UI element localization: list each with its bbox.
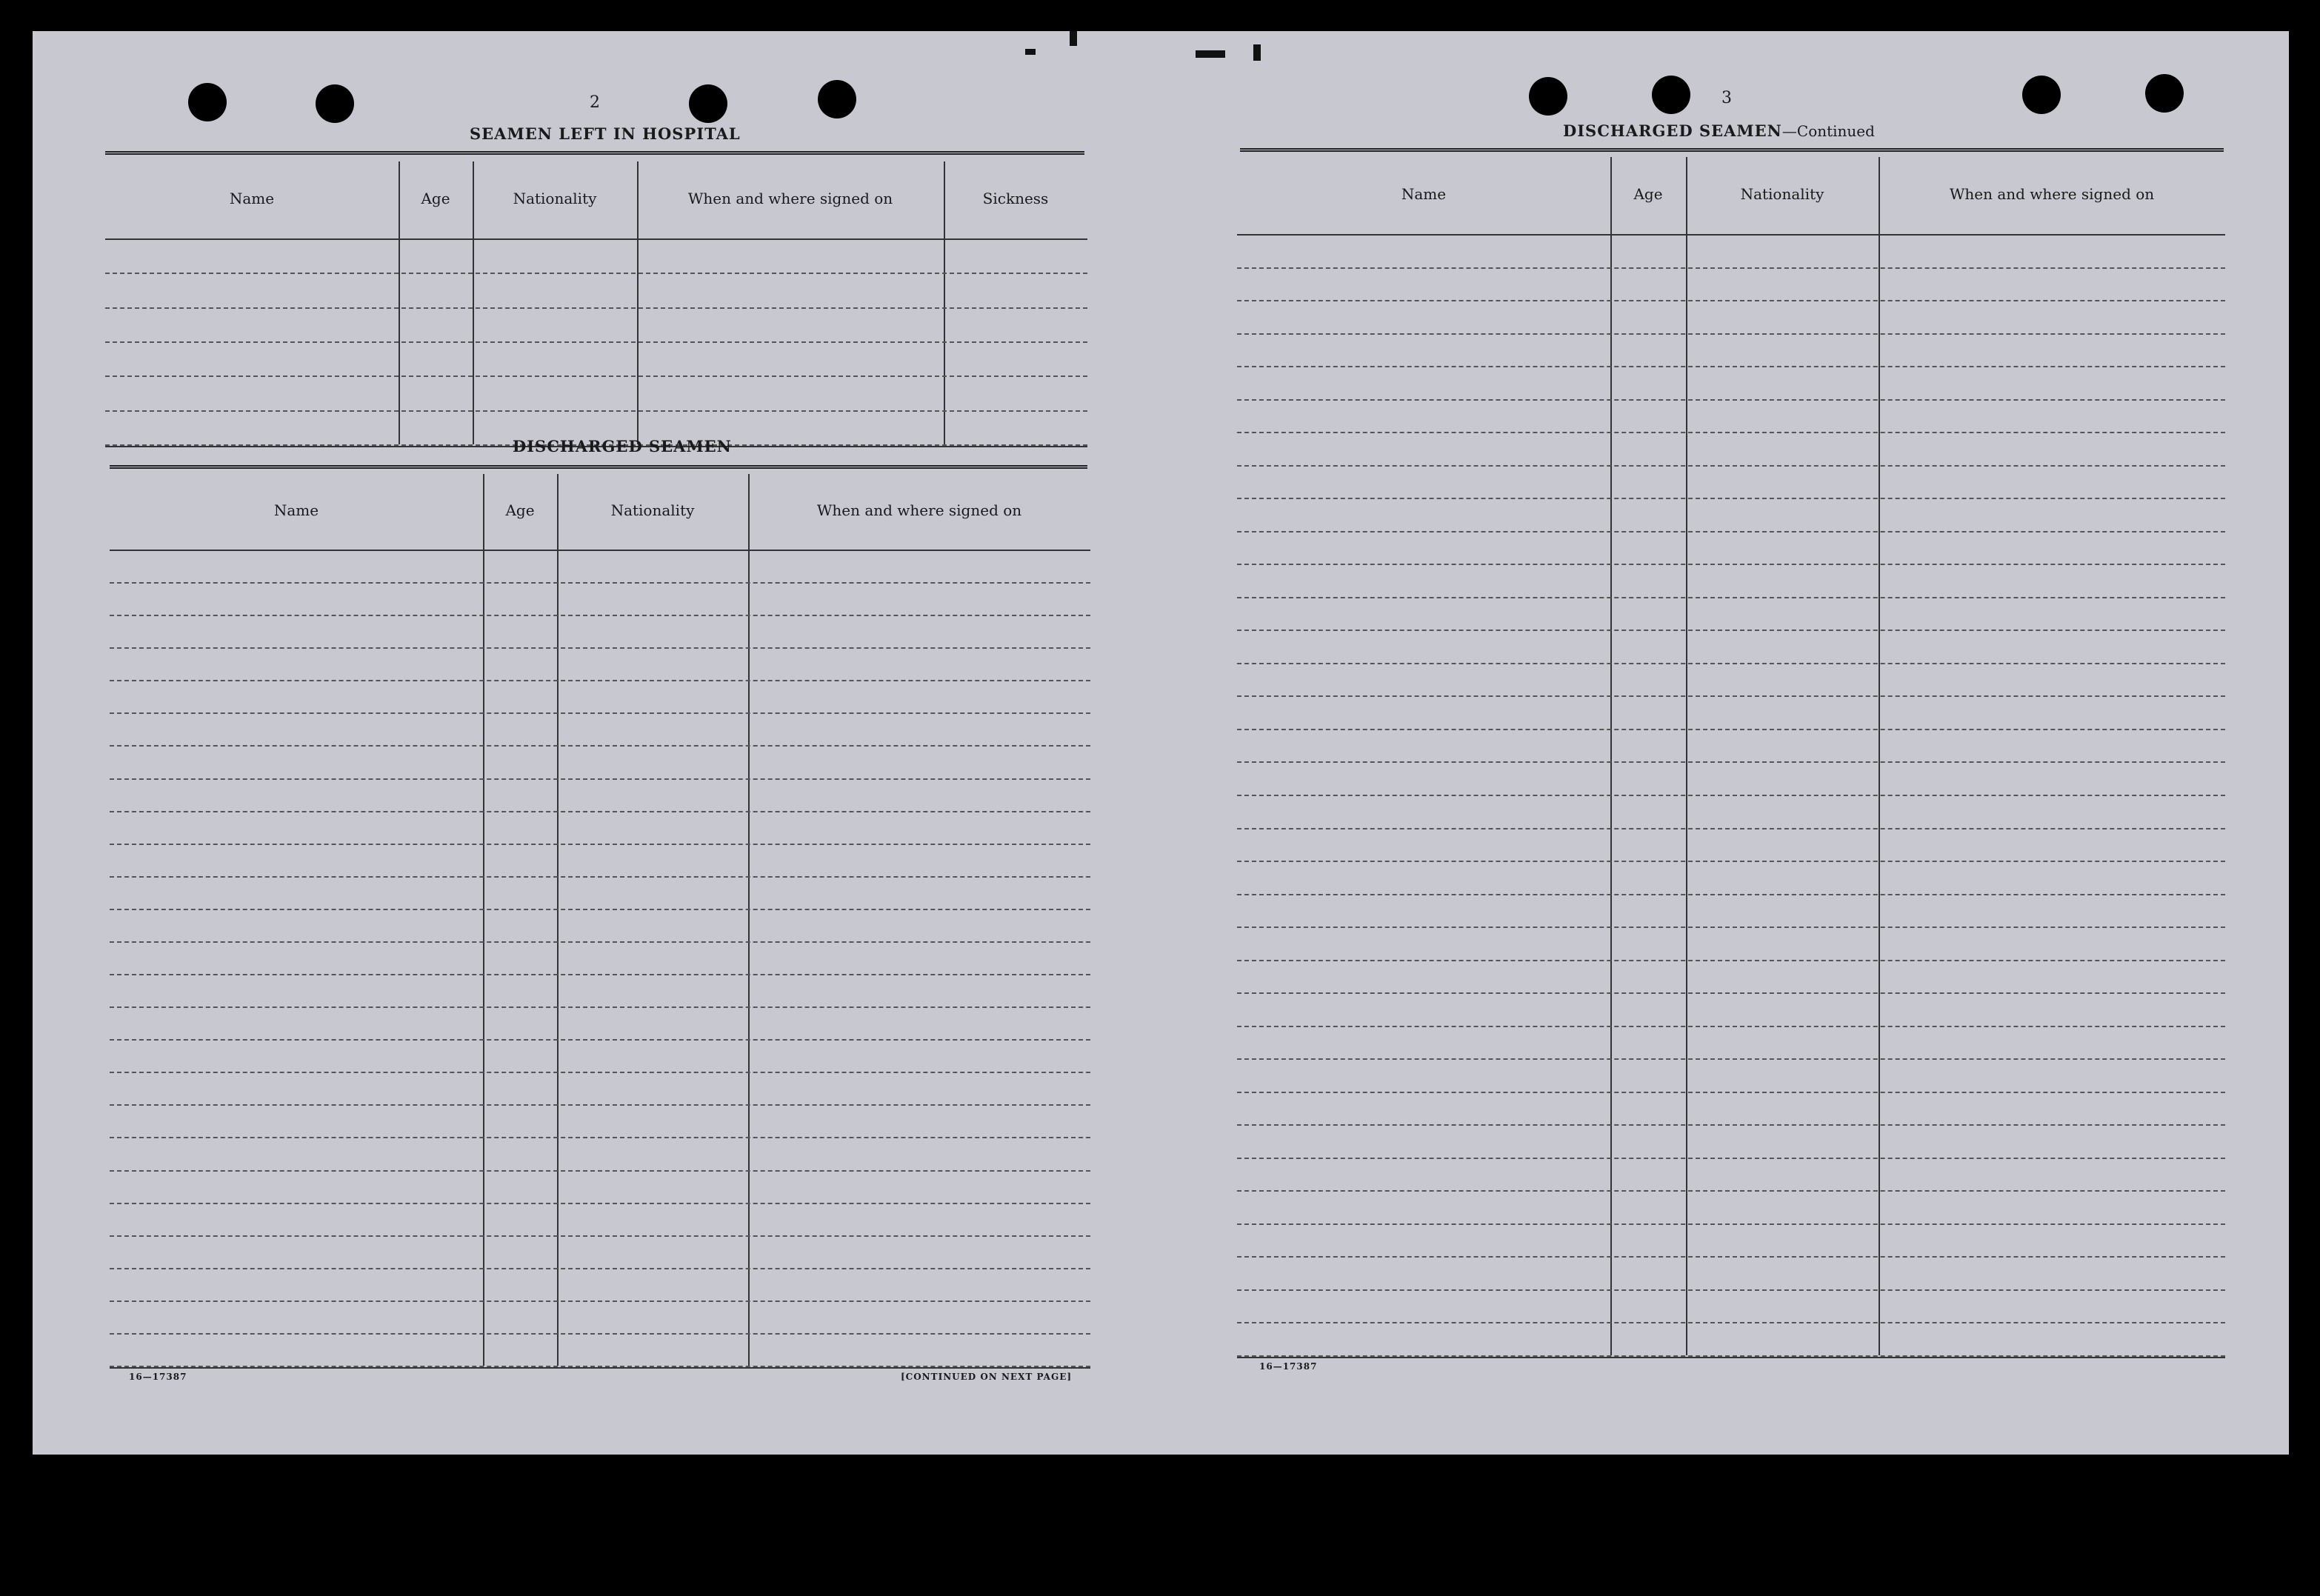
row-line xyxy=(110,1300,1090,1302)
row-line xyxy=(105,273,1087,274)
row-line xyxy=(110,1039,1090,1041)
row-line xyxy=(1237,1322,2225,1323)
row-line xyxy=(1237,992,2225,994)
row-line xyxy=(1237,1124,2225,1126)
row-line xyxy=(1237,498,2225,499)
column-divider xyxy=(748,474,750,1366)
punch-hole xyxy=(1652,76,1690,114)
discharged-section-title: DISCHARGED SEAMEN xyxy=(513,437,732,455)
row-line xyxy=(110,647,1090,649)
discharged-table xyxy=(110,474,1090,1366)
punch-hole xyxy=(2145,74,2184,113)
row-line xyxy=(110,712,1090,714)
row-line xyxy=(1237,1256,2225,1258)
column-header: When and where signed on xyxy=(816,501,1022,519)
row-line xyxy=(110,1137,1090,1138)
row-line xyxy=(110,1006,1090,1008)
row-line xyxy=(110,1333,1090,1335)
ink-mark xyxy=(1253,44,1261,61)
row-line xyxy=(1237,1190,2225,1192)
row-line xyxy=(1237,267,2225,269)
row-line xyxy=(110,745,1090,747)
row-line xyxy=(1237,1026,2225,1027)
double-rule xyxy=(1240,148,2224,152)
row-line xyxy=(110,615,1090,616)
punch-hole xyxy=(188,83,227,121)
row-line xyxy=(110,941,1090,943)
row-line xyxy=(110,844,1090,845)
row-line xyxy=(1237,1158,2225,1159)
header-rule xyxy=(110,550,1090,551)
bottom-rule xyxy=(1237,1357,2225,1358)
header-rule xyxy=(1237,234,2225,236)
punch-hole xyxy=(689,84,727,123)
column-divider xyxy=(557,474,559,1366)
row-line xyxy=(1237,597,2225,598)
double-rule xyxy=(110,465,1087,469)
row-line xyxy=(1237,1058,2225,1060)
column-header: Name xyxy=(229,190,275,207)
row-line xyxy=(105,341,1087,343)
row-line xyxy=(1237,465,2225,467)
punch-hole xyxy=(2022,76,2061,114)
row-line xyxy=(110,811,1090,812)
ink-mark xyxy=(1196,50,1225,58)
row-line xyxy=(110,1072,1090,1073)
row-line xyxy=(1237,795,2225,796)
column-header: Nationality xyxy=(513,190,597,207)
row-line xyxy=(110,974,1090,975)
row-line xyxy=(1237,564,2225,565)
column-divider xyxy=(637,161,639,444)
row-line xyxy=(110,1235,1090,1237)
row-line xyxy=(1237,960,2225,961)
row-line xyxy=(1237,1223,2225,1225)
continued-note: [CONTINUED ON NEXT PAGE] xyxy=(901,1372,1073,1382)
column-divider xyxy=(483,474,484,1366)
row-line xyxy=(110,909,1090,910)
row-line xyxy=(110,778,1090,780)
column-header: Age xyxy=(1633,185,1663,203)
punch-hole xyxy=(1529,77,1567,116)
column-header: Nationality xyxy=(1740,185,1824,203)
row-line xyxy=(1237,861,2225,862)
row-line xyxy=(110,680,1090,681)
header-rule xyxy=(105,238,1087,240)
punch-hole xyxy=(316,84,354,123)
column-divider xyxy=(1686,157,1687,1355)
row-line xyxy=(1237,695,2225,697)
column-header: Name xyxy=(1401,185,1447,203)
row-line xyxy=(110,876,1090,878)
row-line xyxy=(110,1104,1090,1106)
row-line xyxy=(1237,926,2225,928)
row-line xyxy=(110,1268,1090,1269)
row-line xyxy=(1237,531,2225,532)
column-header: When and where signed on xyxy=(1949,185,2155,203)
row-line xyxy=(105,410,1087,412)
row-line xyxy=(1237,761,2225,763)
punch-hole xyxy=(818,80,856,118)
column-divider xyxy=(1610,157,1612,1355)
form-sheet xyxy=(33,31,2289,1455)
row-line xyxy=(1237,663,2225,664)
column-divider xyxy=(473,161,474,444)
row-line xyxy=(110,1170,1090,1172)
page-number-left: 2 xyxy=(590,93,600,112)
column-header: Sickness xyxy=(982,190,1049,207)
form-number-left: 16—17387 xyxy=(129,1372,187,1382)
column-divider xyxy=(1879,157,1880,1355)
row-line xyxy=(110,582,1090,584)
ink-mark xyxy=(1025,49,1036,55)
row-line xyxy=(1237,729,2225,730)
row-line xyxy=(105,375,1087,377)
row-line xyxy=(1237,399,2225,401)
column-header: When and where signed on xyxy=(687,190,893,207)
column-header: Age xyxy=(421,190,450,207)
row-line xyxy=(1237,300,2225,301)
row-line xyxy=(105,307,1087,309)
row-line xyxy=(1237,894,2225,895)
row-line xyxy=(1237,630,2225,631)
hospital-table xyxy=(105,161,1087,444)
column-divider xyxy=(399,161,400,444)
form-number-right: 16—17387 xyxy=(1259,1361,1318,1372)
discharged-continued-table xyxy=(1237,157,2225,1355)
column-header: Nationality xyxy=(610,501,695,519)
column-header: Age xyxy=(505,501,535,519)
column-divider xyxy=(944,161,945,444)
row-line xyxy=(1237,432,2225,433)
discharged-continued-title-main: DISCHARGED SEAMEN xyxy=(1563,121,1782,140)
row-line xyxy=(110,1203,1090,1204)
bottom-rule xyxy=(110,1367,1090,1369)
row-line xyxy=(1237,333,2225,335)
ink-mark xyxy=(1070,31,1077,46)
column-header: Name xyxy=(273,501,319,519)
row-line xyxy=(1237,828,2225,829)
discharged-continued-title xyxy=(1563,121,1875,140)
row-line xyxy=(1237,366,2225,367)
double-rule xyxy=(105,151,1084,155)
hospital-section-title: SEAMEN LEFT IN HOSPITAL xyxy=(470,124,741,143)
page-number-right: 3 xyxy=(1721,89,1732,107)
continued-suffix: —Continued xyxy=(1781,122,1875,140)
row-line xyxy=(1237,1092,2225,1093)
row-line xyxy=(1237,1289,2225,1291)
